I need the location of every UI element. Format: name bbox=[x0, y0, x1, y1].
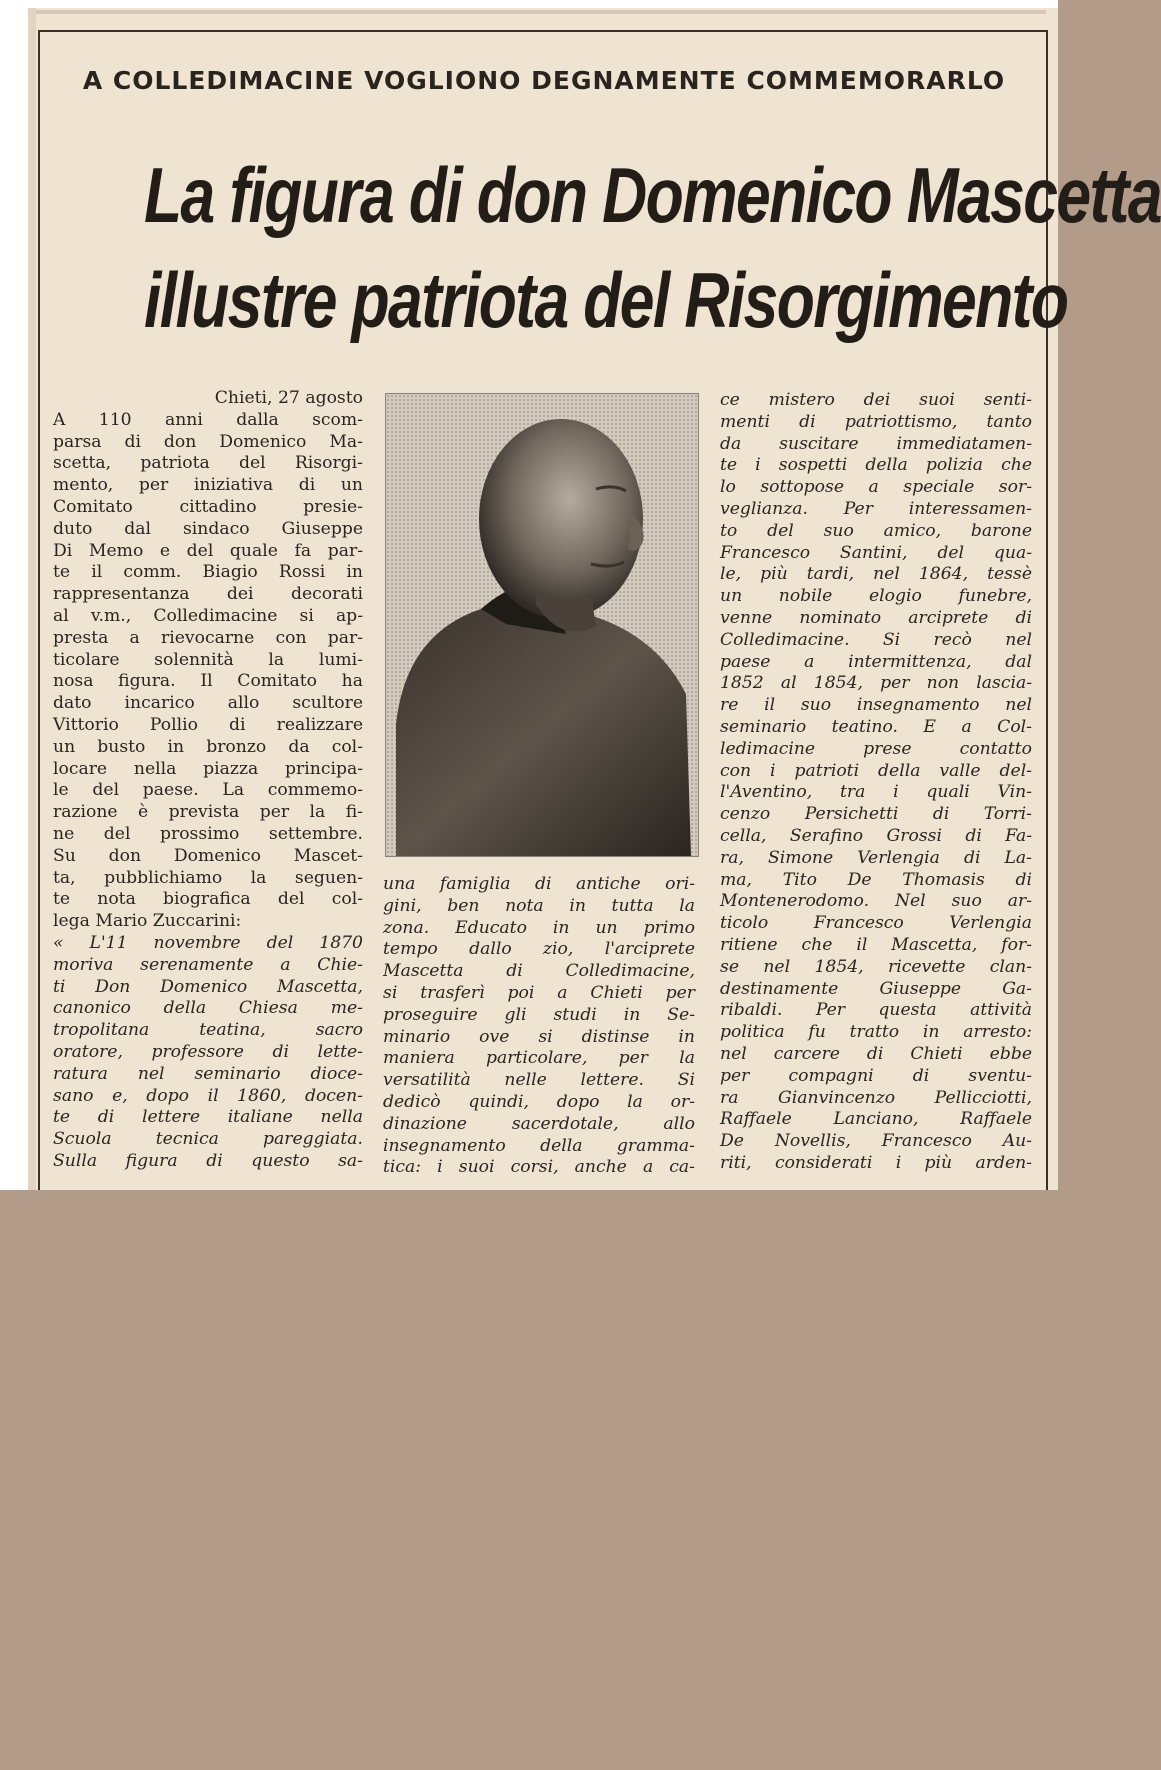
text-line: le del paese. La commemo- bbox=[53, 780, 363, 801]
text-line: venne nominato arciprete di bbox=[720, 607, 1032, 628]
bust-image bbox=[386, 394, 698, 856]
text-line: al v.m., Colledimacine si ap- bbox=[53, 605, 363, 626]
text-line: seminario teatino. E a Col- bbox=[720, 716, 1032, 737]
text-line: destinamente Giuseppe Ga- bbox=[720, 978, 1032, 999]
text-line: le, più tardi, nel 1864, tessè bbox=[720, 564, 1032, 585]
text-line: dedicò quindi, dopo la or- bbox=[383, 1091, 695, 1112]
clipping-edge bbox=[28, 8, 36, 1190]
text-line: paese a intermittenza, dal bbox=[720, 651, 1032, 672]
text-line: dato incarico allo scultore bbox=[53, 693, 363, 714]
text-line: Mascetta di Colledimacine, bbox=[383, 961, 695, 982]
text-line: un busto in bronzo da col- bbox=[53, 736, 363, 757]
text-line: razione è prevista per la fi- bbox=[53, 802, 363, 823]
text-line: una famiglia di antiche ori- bbox=[383, 874, 695, 894]
text-line: cella, Serafino Grossi di Fa- bbox=[720, 825, 1032, 846]
article-kicker: A COLLEDIMACINE VOGLIONO DEGNAMENTE COMMEMORARLO bbox=[82, 66, 1006, 95]
article-column-1 bbox=[53, 388, 363, 1173]
text-line: ti Don Domenico Mascetta, bbox=[53, 976, 363, 997]
text-line: canonico della Chiesa me- bbox=[53, 998, 363, 1019]
text-line: Sulla figura di questo sa- bbox=[53, 1150, 363, 1171]
text-line: tempo dallo zio, l'arciprete bbox=[383, 939, 695, 960]
headline-line-1: La figura di don Domenico Mascetta bbox=[144, 151, 1161, 239]
text-line: si trasferì poi a Chieti per bbox=[383, 982, 695, 1003]
text-line: un nobile elogio funebre, bbox=[720, 586, 1032, 607]
text-line: nosa figura. Il Comitato ha bbox=[53, 671, 363, 692]
text-line: moriva serenamente a Chie- bbox=[53, 954, 363, 975]
text-line: proseguire gli studi in Se- bbox=[383, 1004, 695, 1025]
text-line: Raffaele Lanciano, Raffaele bbox=[720, 1109, 1032, 1130]
text-line: scetta, patriota del Risorgi- bbox=[53, 453, 363, 474]
text-line: rappresentanza dei decorati bbox=[53, 584, 363, 605]
text-line: ra, Simone Verlengia di La- bbox=[720, 847, 1032, 868]
text-line: l'Aventino, tra i quali Vin- bbox=[720, 782, 1032, 803]
text-line: te il comm. Biagio Rossi in bbox=[53, 562, 363, 583]
text-line: Comitato cittadino presie- bbox=[53, 496, 363, 517]
text-line: ta, pubblichiamo la seguen- bbox=[53, 867, 363, 888]
portrait-bust-photo bbox=[385, 393, 699, 857]
text-line: tropolitana teatina, sacro bbox=[53, 1020, 363, 1041]
text-line: versatilità nelle lettere. Si bbox=[383, 1070, 695, 1091]
text-line: ce mistero dei suoi senti- bbox=[720, 390, 1032, 410]
text-line: duto dal sindaco Giuseppe bbox=[53, 518, 363, 539]
text-line: ribaldi. Per questa attività bbox=[720, 1000, 1032, 1021]
text-line: A 110 anni dalla scom- bbox=[53, 409, 363, 430]
text-line: Di Memo e del quale fa par- bbox=[53, 540, 363, 561]
text-line: Scuola tecnica pareggiata. bbox=[53, 1129, 363, 1150]
text-line: sano e, dopo il 1860, docen- bbox=[53, 1085, 363, 1106]
text-line: ledimacine prese contatto bbox=[720, 738, 1032, 759]
text-line: ma, Tito De Thomasis di bbox=[720, 869, 1032, 890]
text-line: nel carcere di Chieti ebbe bbox=[720, 1043, 1032, 1064]
text-line: ra Gianvincenzo Pellicciotti, bbox=[720, 1087, 1032, 1108]
text-line: oratore, professore di lette- bbox=[53, 1041, 363, 1062]
text-line: te i sospetti della polizia che bbox=[720, 455, 1032, 476]
text-line: ritiene che il Mascetta, for- bbox=[720, 934, 1032, 955]
text-line: Colledimacine. Si recò nel bbox=[720, 629, 1032, 650]
article-column-2 bbox=[383, 874, 695, 1179]
text-line: da suscitare immediatamen- bbox=[720, 433, 1032, 454]
text-line: mento, per iniziativa di un bbox=[53, 475, 363, 496]
text-line: parsa di don Domenico Ma- bbox=[53, 431, 363, 452]
text-line: Vittorio Pollio di realizzare bbox=[53, 714, 363, 735]
text-line: politica fu tratto in arresto: bbox=[720, 1022, 1032, 1043]
text-line: ratura nel seminario dioce- bbox=[53, 1063, 363, 1084]
text-line: 1852 al 1854, per non lascia- bbox=[720, 673, 1032, 694]
text-line: presta a rievocarne con par- bbox=[53, 627, 363, 648]
text-line: tica: i suoi corsi, anche a ca- bbox=[383, 1157, 695, 1178]
text-line: lega Mario Zuccarini: bbox=[53, 911, 242, 932]
text-line: veglianza. Per interessamen- bbox=[720, 498, 1032, 519]
text-line: maniera particolare, per la bbox=[383, 1048, 695, 1069]
text-line: gini, ben nota in tutta la bbox=[383, 895, 695, 916]
text-line: cenzo Persichetti di Torri- bbox=[720, 804, 1032, 825]
scanner-background bbox=[0, 1190, 1058, 1770]
dateline: Chieti, 27 agosto bbox=[214, 388, 363, 408]
text-line: con i patrioti della valle del- bbox=[720, 760, 1032, 781]
article-column-3 bbox=[720, 390, 1032, 1175]
text-line: to del suo amico, barone bbox=[720, 520, 1032, 541]
text-line: te di lettere italiane nella bbox=[53, 1107, 363, 1128]
text-line: ticolo Francesco Verlengia bbox=[720, 913, 1032, 934]
text-line: zona. Educato in un primo bbox=[383, 917, 695, 938]
headline-line-2: illustre patriota del Risorgimento bbox=[144, 256, 1068, 344]
text-line: per compagni di sventu- bbox=[720, 1065, 1032, 1086]
text-line: lo sottopose a speciale sor- bbox=[720, 477, 1032, 498]
text-line: insegnamento della gramma- bbox=[383, 1135, 695, 1156]
text-line: Francesco Santini, del qua- bbox=[720, 542, 1032, 563]
text-line: menti di patriottismo, tanto bbox=[720, 411, 1032, 432]
text-line: te nota biografica del col- bbox=[53, 889, 363, 910]
text-line: riti, considerati i più arden- bbox=[720, 1152, 1032, 1173]
text-line: « L'11 novembre del 1870 bbox=[53, 932, 363, 953]
text-line: minario ove si distinse in bbox=[383, 1026, 695, 1047]
text-line: dinazione sacerdotale, allo bbox=[383, 1113, 695, 1134]
text-line: re il suo insegnamento nel bbox=[720, 695, 1032, 716]
text-line: De Novellis, Francesco Au- bbox=[720, 1131, 1032, 1152]
text-line: locare nella piazza principa- bbox=[53, 758, 363, 779]
text-line: Su don Domenico Mascet- bbox=[53, 845, 363, 866]
text-line: ticolare solennità la lumi- bbox=[53, 649, 363, 670]
text-line: Montenerodomo. Nel suo ar- bbox=[720, 891, 1032, 912]
text-line: se nel 1854, ricevette clan- bbox=[720, 956, 1032, 977]
text-line: ne del prossimo settembre. bbox=[53, 823, 363, 844]
clipping-top-border bbox=[36, 10, 1046, 14]
